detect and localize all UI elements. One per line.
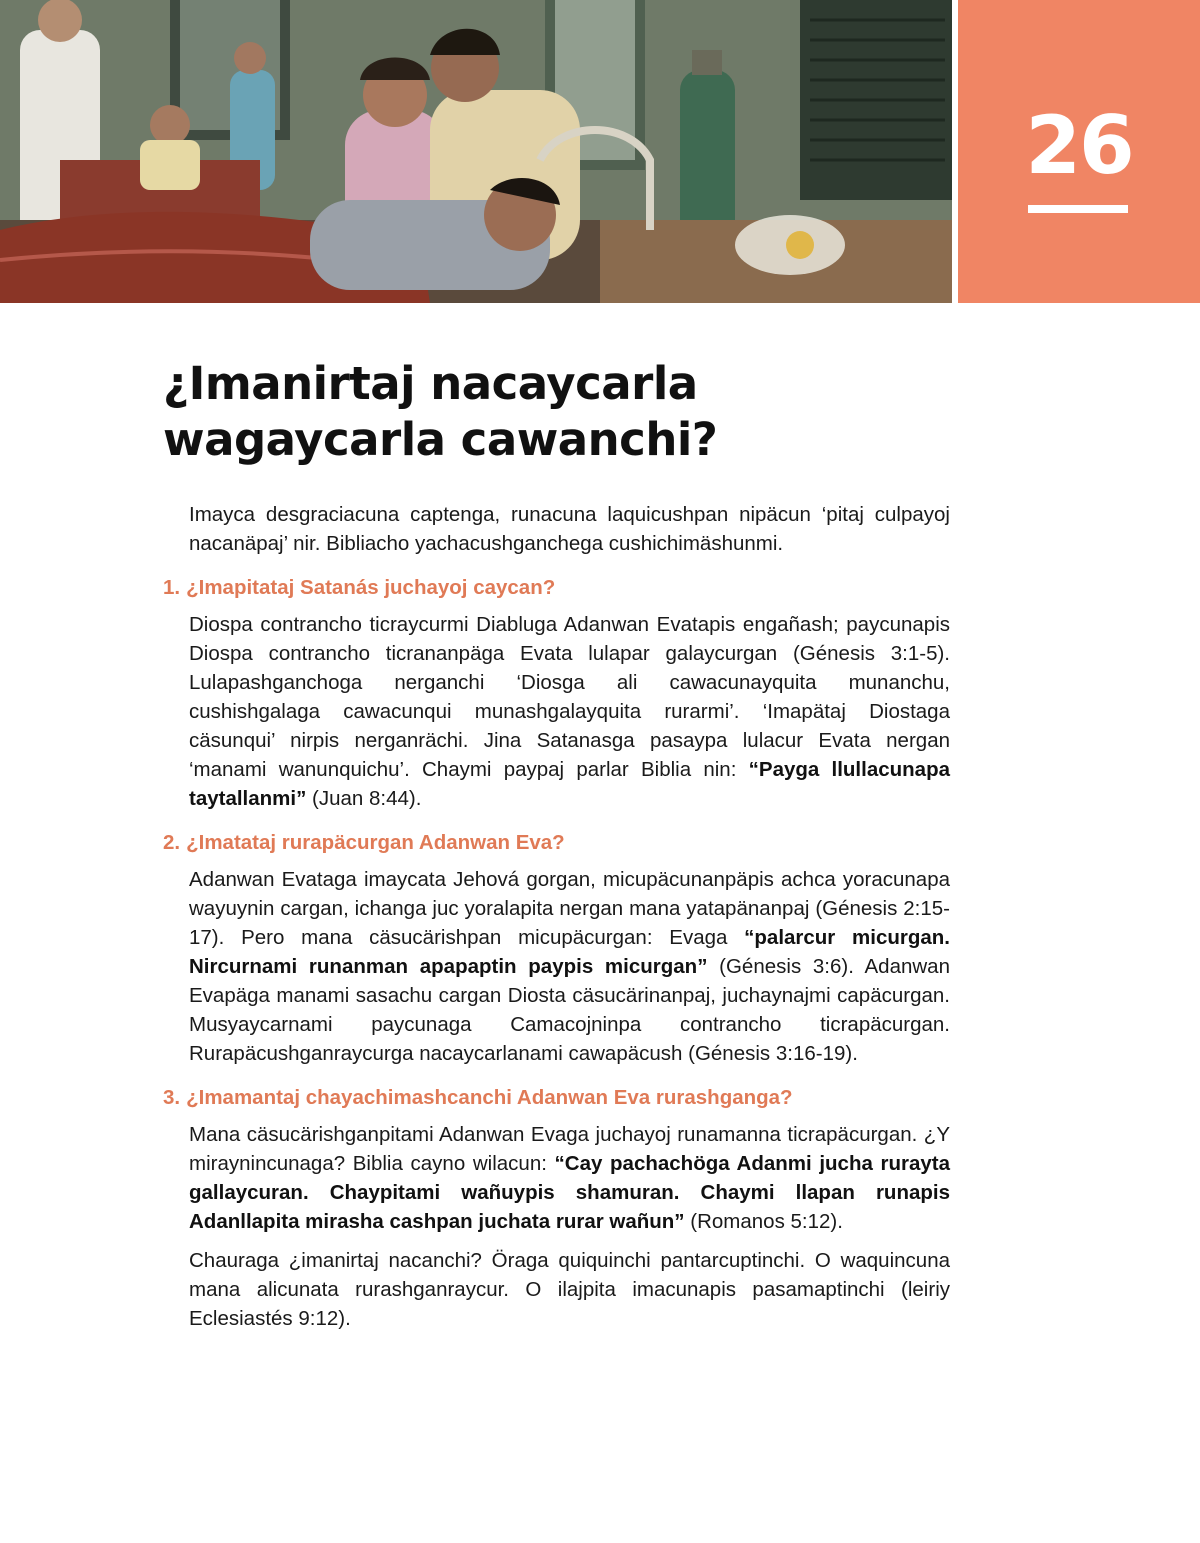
- section-2-question: [163, 829, 950, 857]
- section-1-text-before: Diospa contrancho ticraycurmi Diabluga Adanwan Evatapis engañash; paycunapis Diospa contrancho ticrananpäga Evata lulapar galaycurgan (Génesis 3:1-5). Lulapashganchoga nerganchi ‘Diosga ali cawacunayquita munanchu, cushishgalaga cawacunqui munashgalayquita rurarmi’. ‘Imapätaj Diostaga cäsunqui’ nirpis nerganrächi. Jina Satanasga pasaypa lulacur Evata nergan ‘manami wanunquichu’. Chaymi paypaj parlar Biblia nin:: [189, 613, 950, 781]
- section-3-extra-paragraph: Chauraga ¿imanirtaj nacanchi? Öraga quiquinchi pantarcuptinchi. O waquincuna mana alicunata rurashganraycur. O ilajpita imacunapis pasamaptinchi (leiriy Eclesiastés 9:12).: [189, 1249, 950, 1330]
- title-line-1: ¿Imanirtaj nacaycarla: [163, 357, 698, 410]
- section-1-paragraph: [189, 610, 950, 813]
- section-2-question-text: ¿Imatataj rurapäcurgan Adanwan Eva?: [186, 831, 565, 854]
- section-1-bold-quote: “Payga llullacunapa taytallanmi”: [189, 758, 950, 810]
- article-body: [163, 500, 950, 1343]
- hero-photo: [0, 0, 952, 303]
- title-line-2: wagaycarla cawanchi?: [163, 413, 718, 466]
- section-2-bold-quote: “palarcur micurgan. Nircurnami runanman apapaptin paypis micurgan”: [189, 926, 950, 978]
- chapter-badge: [958, 0, 1200, 303]
- chapter-underline: [1028, 205, 1128, 213]
- section-2-paragraph: [189, 865, 950, 1068]
- section-3-text-before: Mana cäsucärishganpitami Adanwan Evaga juchayoj runamanna ticrapäcurgan. ¿Y miraynincunaga? Biblia cayno wilacun:: [189, 1123, 950, 1175]
- section-3-bold-quote: “Cay pachachöga Adanmi jucha rurayta gallaycuran. Chaypitami wañuypis shamuran. Chaymi llapan runapis Adanllapita mirasha cashpan juchata rurar wañun”: [189, 1152, 950, 1233]
- hospital-scene-illustration: [0, 0, 952, 303]
- section-2-text-after: (Génesis 3:6). Adanwan Evapäga manami sasachu cargan Diosta cäsucärinanpaj, juchaynajmi capäcurgan. Musyaycarnami paycunaga Camacojninpa contrancho ticrapäcurgan. Rurapäcushganraycurga nacaycarlanami cawapäcush (Génesis 3:16-19).: [189, 955, 950, 1065]
- section-3-question-text: ¿Imamantaj chayachimashcanchi Adanwan Eva rurashganga?: [186, 1086, 793, 1109]
- section-3-question: [163, 1084, 950, 1112]
- section-1-number: 1.: [163, 576, 181, 599]
- section-2-text-before: Adanwan Evataga imaycata Jehová gorgan, micupäcunanpäpis achca yoracunapa wayuynin cargan, ichanga juc yoralapita nergan mana yatapänanpaj (Génesis 2:15-17). Pero mana cäsucärishpan micupäcurgan: Evaga: [189, 868, 950, 949]
- section-3-text-after: (Romanos 5:12).: [684, 1210, 843, 1233]
- intro-paragraph: Imayca desgraciacuna captenga, runacuna laquicushpan nipäcun ‘pitaj culpayoj nacanäpaj’ nir. Bibliacho yachacushganchega cushichimäshunmi.: [189, 503, 950, 555]
- section-1-question-text: ¿Imapitataj Satanás juchayoj caycan?: [186, 576, 556, 599]
- page-title: [163, 356, 923, 468]
- section-1-question: [163, 574, 950, 602]
- section-3-number: 3.: [163, 1086, 181, 1109]
- chapter-number: 26: [1025, 99, 1133, 192]
- section-2-number: 2.: [163, 831, 181, 854]
- section-1-text-after: (Juan 8:44).: [306, 787, 422, 810]
- section-3-paragraph: [189, 1120, 950, 1236]
